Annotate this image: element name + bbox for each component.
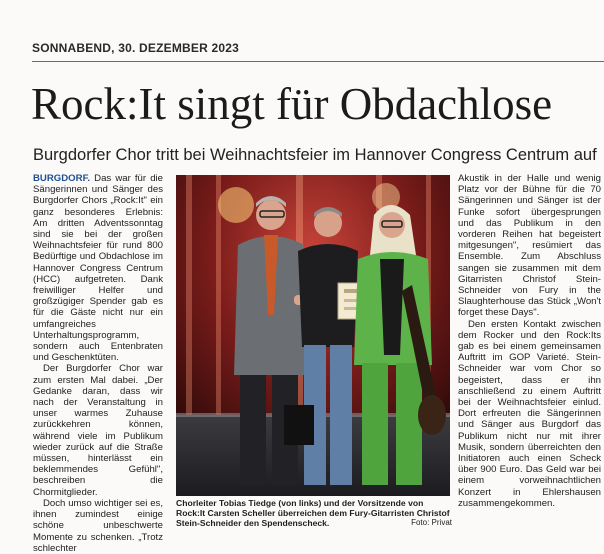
article-headline: Rock:It singt für Obdachlose: [31, 79, 553, 129]
article-column-right: [458, 173, 601, 509]
caption-text: Chorleiter Tobias Tiedge (von links) und der Vorsitzende von Rock:It Carsten Scheller überreichen dem Fury-Gitarristen Christof Stein-Schneider den Spendenscheck.: [176, 498, 450, 528]
dateline-place: BURGDORF.: [33, 173, 91, 184]
stage-light: [218, 187, 254, 223]
paragraph-5: Den ersten Kontakt zwischen dem Rocker und den Rock:Its gab es bei einem gemeinsamen Auftritt im GOP Varieté. Stein-Schneider war vom Chor so begeistert, dass er ihn anschließend zu einem Auftritt bei der Weihnachtsfeier einlud. Dort erfreuten die Sängerinnen und Sänger aus Burgdorf das Publikum nicht nur mit ihrer Musik, sondern überreichten den Initiatoren auch einen Scheck über 900 Euro. Das Geld war bei einem vorweihnachtlichen Konzert in Ehlershausen zusammengekommen.: [458, 318, 601, 509]
header-rule: [32, 61, 604, 62]
article-photo: [176, 175, 450, 496]
paragraph-3: Doch umso wichtiger sei es, ihnen zumindest einige schöne unbeschwerte Momente zu schenken. „Trotz schlechter: [33, 497, 163, 554]
dateline: SONNABEND, 30. DEZEMBER 2023: [32, 41, 239, 55]
article-subheadline: Burgdorfer Chor tritt bei Weihnachtsfeier im Hannover Congress Centrum auf: [33, 146, 597, 164]
article-column-left: [33, 173, 163, 554]
paragraph-1-text: Das war für die Sängerinnen und Sänger des Burgdorfer Chors „Rock:It" ein ganz besonderes Erlebnis: Am dritten Adventssonntag sind sie bei der großen Weihnachtsfeier für rund 800 Bedürftige und Obdachlose im Hannover Congress Centrum (HCC) aufgetreten. Dank freiwilliger Helfer und großzügiger Spender gab es für die Gäste nicht nur ein umfangreiches Unterhaltungsprogramm, sondern auch Entenbraten und Geschenktüten.: [33, 173, 163, 364]
photo-caption: [176, 498, 452, 528]
photo-illustration: [176, 175, 450, 496]
paragraph-1: [33, 173, 163, 363]
paragraph-2: Der Burgdorfer Chor war zum ersten Mal dabei. „Der Gedanke daran, dass wir nach der Veranstaltung in unser warmes Zuhause zurückkehren können, während viele im Publikum wieder zurück auf die Straße müssen, hinterlässt ein beklemmendes Gefühl", beschreiben die Chormitglieder.: [33, 363, 163, 498]
paragraph-4: Akustik in der Halle und wenig Platz vor der Bühne für die 70 Sängerinnen und Sänger ist der Funke sofort übergesprungen und das Publikum in den vorderen Reihen hat begeistert mitgesungen", resümiert das Ensemble. Zum Abschluss sangen sie zusammen mit dem Gitarristen Christof Stein-Schneider von Fury in the Slaughterhouse das Stück „Won't forget these Days".: [458, 173, 601, 319]
photo-credit: Foto: Privat: [411, 518, 452, 527]
